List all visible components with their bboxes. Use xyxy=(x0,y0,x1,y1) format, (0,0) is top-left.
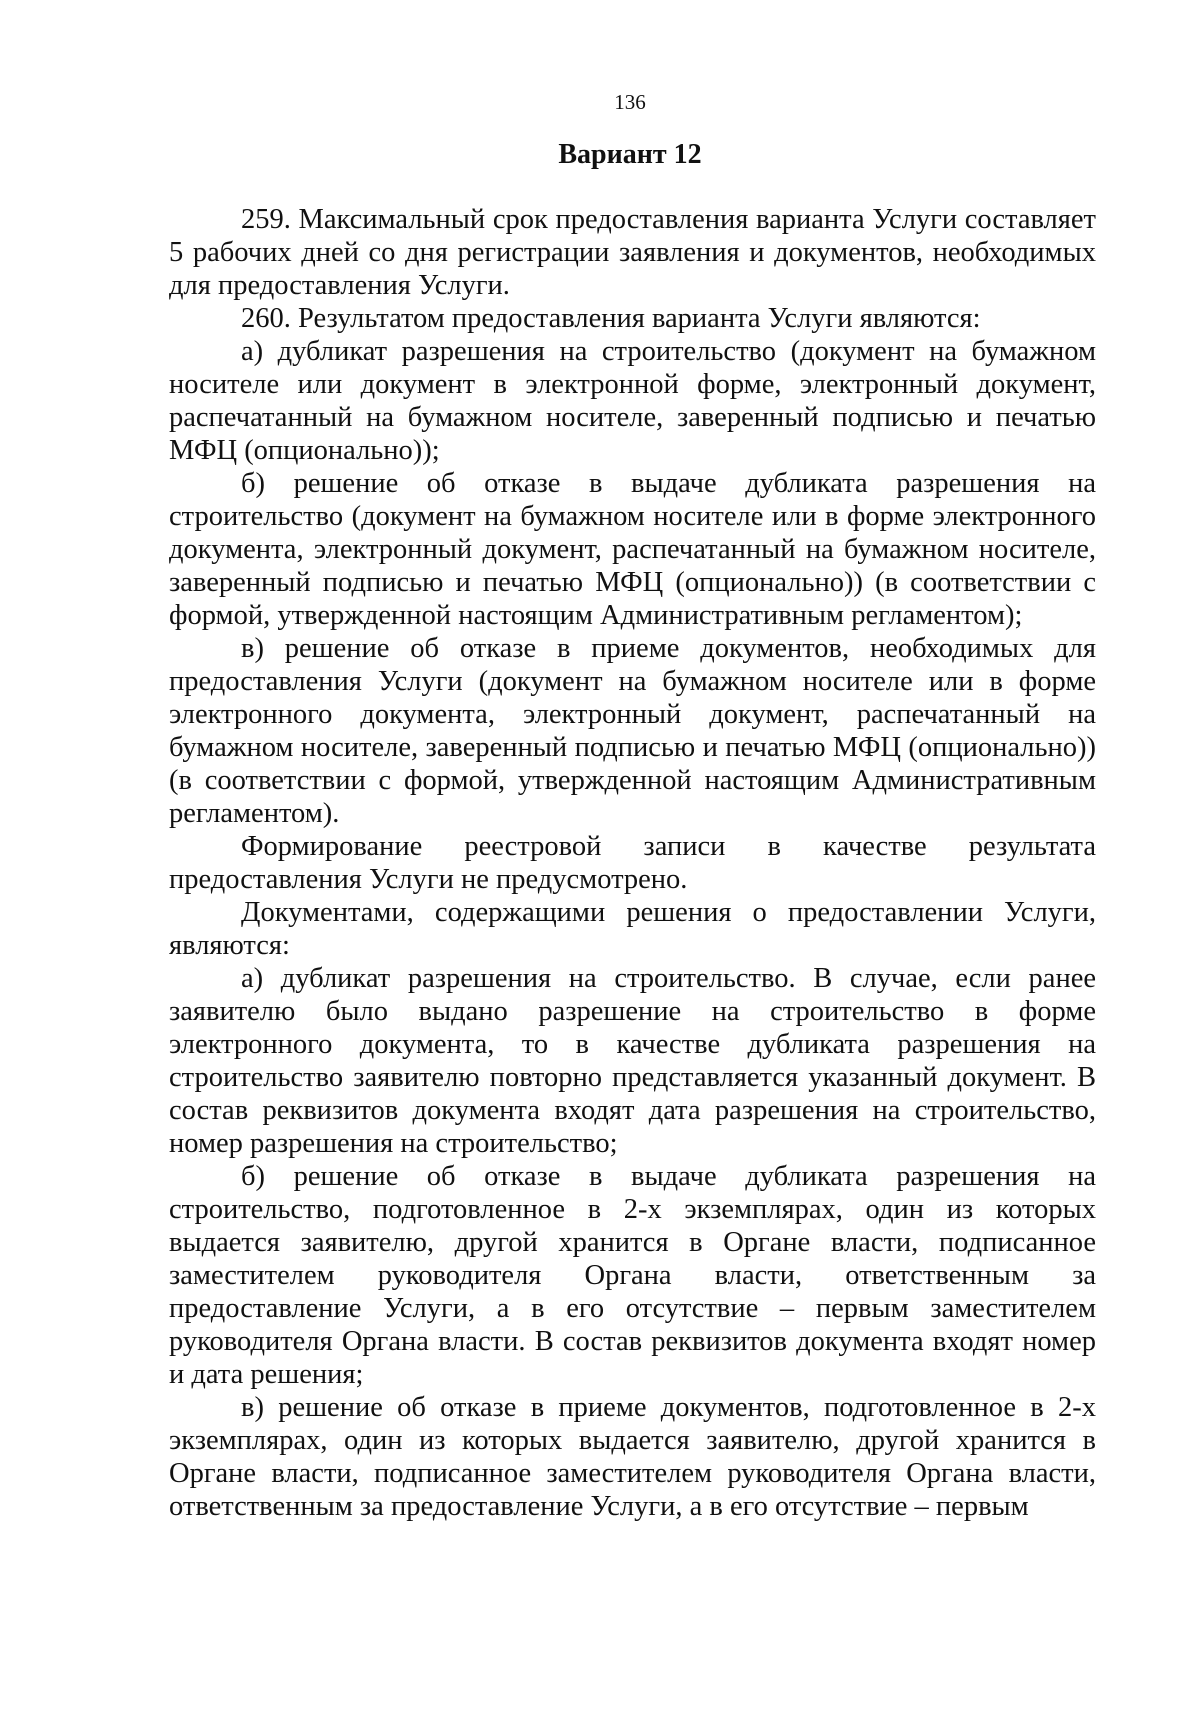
document-body xyxy=(169,203,1096,1523)
section-title: Вариант 12 xyxy=(558,139,702,170)
paragraph-decision-b: б) решение об отказе в выдаче дубликата разрешения на строительство, подготовленное в 2-х экземплярах, один из которых выдается заявителю, другой хранится в Органе власти, подписанное заместителем руководителя Органа власти, ответственным за предоставление Услуги, а в его отсутствие – первым заместителем руководителя Органа власти. В состав реквизитов документа входят номер и дата решения; xyxy=(169,1161,1096,1390)
paragraph-259: 259. Максимальный срок предоставления варианта Услуги составляет 5 рабочих дней со дня регистрации заявления и документов, необходимых для предоставления Услуги. xyxy=(169,204,1096,301)
paragraph-decision-a: а) дубликат разрешения на строительство. В случае, если ранее заявителю было выдано разрешение на строительство в форме электронного документа, то в качестве дубликата разрешения на строительство заявителю повторно представляется указанный документ. В состав реквизитов документа входят дата разрешения на строительство, номер разрешения на строительство; xyxy=(169,963,1096,1159)
paragraph-260-a: а) дубликат разрешения на строительство (документ на бумажном носителе или документ в электронной форме, электронный документ, распечатанный на бумажном носителе, заверенный подписью и печатью МФЦ (опционально)); xyxy=(169,336,1096,466)
paragraph-decision-documents: Документами, содержащими решения о предоставлении Услуги, являются: xyxy=(169,897,1096,961)
paragraph-decision-v: в) решение об отказе в приеме документов, подготовленное в 2-х экземплярах, один из которых выдается заявителю, другой хранится в Органе власти, подписанное заместителем руководителя Органа власти, ответственным за предоставление Услуги, а в его отсутствие – первым xyxy=(169,1392,1096,1522)
paragraph-260-b: б) решение об отказе в выдаче дубликата разрешения на строительство (документ на бумажном носителе или в форме электронного документа, электронный документ, распечатанный на бумажном носителе, заверенный подписью и печатью МФЦ (опционально)) (в соответствии с формой, утвержденной настоящим Административным регламентом); xyxy=(169,468,1096,631)
paragraph-260: 260. Результатом предоставления варианта Услуги являются: xyxy=(241,303,981,334)
paragraph-260-v: в) решение об отказе в приеме документов, необходимых для предоставления Услуги (документ на бумажном носителе или в форме электронного документа, электронный документ, распечатанный на бумажном носителе, заверенный подписью и печатью МФЦ (опционально)) (в соответствии с формой, утвержденной настоящим Административным регламентом). xyxy=(169,633,1096,829)
paragraph-registry-record: Формирование реестровой записи в качестве результата предоставления Услуги не предусмотрено. xyxy=(169,831,1096,895)
page-number: 136 xyxy=(614,90,646,114)
